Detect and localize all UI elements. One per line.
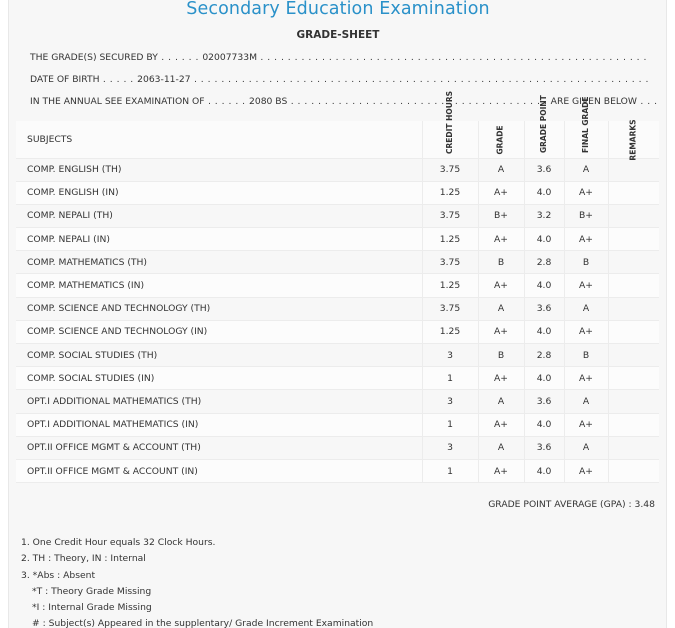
final-grade-cell: A — [564, 390, 608, 413]
remarks-cell — [608, 251, 659, 274]
header-grade-point: GRADE POINT — [524, 121, 564, 158]
final-grade-cell: B+ — [564, 204, 608, 227]
grade-point-cell: 3.6 — [524, 158, 564, 181]
note-item: *I : Internal Grade Missing — [32, 602, 152, 614]
final-grade-cell: A+ — [564, 181, 608, 204]
credit-hours-cell: 3.75 — [422, 158, 478, 181]
credit-hours-cell: 1.25 — [422, 320, 478, 343]
secured-by-label: THE GRADE(S) SECURED BY — [30, 52, 158, 63]
grade-point-cell: 3.6 — [524, 436, 564, 459]
credit-hours-cell: 1.25 — [422, 181, 478, 204]
header-subjects: SUBJECTS — [16, 121, 422, 158]
grade-point-cell: 4.0 — [524, 181, 564, 204]
grade-sheet-title: GRADE-SHEET — [296, 29, 380, 41]
remarks-cell — [608, 181, 659, 204]
final-grade-cell: A+ — [564, 459, 608, 482]
dob-label: DATE OF BIRTH — [30, 74, 100, 85]
grade-cell: B — [478, 251, 524, 274]
credit-hours-cell: 3.75 — [422, 297, 478, 320]
table-row — [16, 228, 659, 251]
subject-cell: OPT.II OFFICE MGMT & ACCOUNT (IN) — [16, 459, 422, 482]
final-grade-cell: A — [564, 436, 608, 459]
grade-point-cell: 4.0 — [524, 228, 564, 251]
remarks-cell — [608, 204, 659, 227]
grade-cell: A+ — [478, 459, 524, 482]
table-row — [16, 251, 659, 274]
grade-point-cell: 4.0 — [524, 274, 564, 297]
grade-point-cell: 2.8 — [524, 344, 564, 367]
final-grade-cell: A+ — [564, 367, 608, 390]
note-item: 3. *Abs : Absent — [21, 569, 96, 581]
notes — [21, 535, 373, 628]
grade-point-cell: 4.0 — [524, 459, 564, 482]
remarks-cell — [608, 274, 659, 297]
table-row — [16, 204, 659, 227]
grade-point-cell: 3.2 — [524, 204, 564, 227]
remarks-cell — [608, 413, 659, 436]
grade-point-cell: 2.8 — [524, 251, 564, 274]
exam-label: IN THE ANNUAL SEE EXAMINATION OF — [30, 96, 205, 107]
note-item: 2. TH : Theory, IN : Internal — [21, 553, 146, 565]
header-credit-hours: CREDIT HOURS — [422, 121, 478, 158]
secured-by-line: THE GRADE(S) SECURED BY . . . . . . 02007733M . . . . . . . . . . . . . . . . . . . . . . . . . . . . . . . . . . . . . . . . . . . . . . . . . . . . . . . . . — [30, 52, 647, 63]
grade-cell: A+ — [478, 413, 524, 436]
remarks-cell — [608, 344, 659, 367]
subject-cell: COMP. ENGLISH (TH) — [16, 158, 422, 181]
grade-point-cell: 3.6 — [524, 297, 564, 320]
subject-cell: OPT.II OFFICE MGMT & ACCOUNT (TH) — [16, 436, 422, 459]
subject-cell: COMP. SOCIAL STUDIES (IN) — [16, 367, 422, 390]
note-item: *T : Theory Grade Missing — [32, 585, 152, 597]
grade-cell: A — [478, 297, 524, 320]
table-row — [16, 181, 659, 204]
grade-cell: B — [478, 344, 524, 367]
header-grade: GRADE — [478, 121, 524, 158]
final-grade-cell: A+ — [564, 413, 608, 436]
note-item: # : Subject(s) Appeared in the supplentary/ Grade Increment Examination — [32, 618, 374, 628]
remarks-cell — [608, 459, 659, 482]
table-row — [16, 158, 659, 181]
exam-value: 2080 BS — [249, 96, 288, 107]
subject-cell: COMP. SCIENCE AND TECHNOLOGY (IN) — [16, 320, 422, 343]
grade-point-cell: 4.0 — [524, 367, 564, 390]
table-row — [16, 320, 659, 343]
gpa-value: 3.48 — [634, 499, 655, 510]
gpa-label: GRADE POINT AVERAGE (GPA) : — [488, 499, 632, 510]
table-row — [16, 297, 659, 320]
final-grade-cell: A — [564, 297, 608, 320]
credit-hours-cell: 3 — [422, 390, 478, 413]
header-final-grade: FINAL GRADE — [564, 121, 608, 158]
remarks-cell — [608, 367, 659, 390]
credit-hours-cell: 1 — [422, 459, 478, 482]
final-grade-cell: B — [564, 251, 608, 274]
remarks-cell — [608, 158, 659, 181]
subject-cell: COMP. SOCIAL STUDIES (TH) — [16, 344, 422, 367]
table-row — [16, 459, 659, 482]
grade-point-cell: 4.0 — [524, 413, 564, 436]
grade-cell: A — [478, 390, 524, 413]
grade-cell: A — [478, 158, 524, 181]
table-row — [16, 274, 659, 297]
table-row — [16, 367, 659, 390]
grade-point-cell: 4.0 — [524, 320, 564, 343]
subject-cell: COMP. MATHEMATICS (IN) — [16, 274, 422, 297]
grade-cell: A — [478, 436, 524, 459]
remarks-cell — [608, 390, 659, 413]
final-grade-cell: A — [564, 158, 608, 181]
credit-hours-cell: 3 — [422, 344, 478, 367]
table-header-row — [16, 121, 659, 158]
gpa-line — [488, 499, 655, 510]
credit-hours-cell: 1.25 — [422, 228, 478, 251]
final-grade-cell: B — [564, 344, 608, 367]
remarks-cell — [608, 436, 659, 459]
final-grade-cell: A+ — [564, 320, 608, 343]
final-grade-cell: A+ — [564, 274, 608, 297]
subject-cell: COMP. SCIENCE AND TECHNOLOGY (TH) — [16, 297, 422, 320]
remarks-cell — [608, 320, 659, 343]
grade-cell: A+ — [478, 274, 524, 297]
dob-line: DATE OF BIRTH . . . . . 2063-11-27 . . . . . . . . . . . . . . . . . . . . . . . . . . . . . . . . . . . . . . . . . . . . . . . . . . . . . . . . . . . . . . . . . . . — [30, 74, 649, 85]
subject-cell: COMP. ENGLISH (IN) — [16, 181, 422, 204]
grade-cell: B+ — [478, 204, 524, 227]
grade-cell: A+ — [478, 228, 524, 251]
credit-hours-cell: 3.75 — [422, 251, 478, 274]
remarks-cell — [608, 228, 659, 251]
table-row — [16, 390, 659, 413]
credit-hours-cell: 3.75 — [422, 204, 478, 227]
exam-suffix: ARE GIVEN BELOW — [550, 96, 637, 107]
subject-cell: COMP. MATHEMATICS (TH) — [16, 251, 422, 274]
grade-point-cell: 3.6 — [524, 390, 564, 413]
credit-hours-cell: 3 — [422, 436, 478, 459]
subject-cell: OPT.I ADDITIONAL MATHEMATICS (IN) — [16, 413, 422, 436]
table-row — [16, 413, 659, 436]
table-row — [16, 436, 659, 459]
note-item: 1. One Credit Hour equals 32 Clock Hours. — [21, 537, 216, 548]
subject-cell: OPT.I ADDITIONAL MATHEMATICS (TH) — [16, 390, 422, 413]
exam-title: Secondary Education Examination — [186, 0, 490, 19]
table-row — [16, 344, 659, 367]
credit-hours-cell: 1 — [422, 413, 478, 436]
header-remarks: REMARKS — [608, 121, 659, 158]
credit-hours-cell: 1.25 — [422, 274, 478, 297]
exam-line: IN THE ANNUAL SEE EXAMINATION OF . . . . . . 2080 BS . . . . . . . . . . . . . . . . . . . . . . . . . . . . . . . . . . . . . . ARE GIVEN BELOW . . . — [30, 96, 658, 107]
grade-cell: A+ — [478, 320, 524, 343]
remarks-cell — [608, 297, 659, 320]
subject-cell: COMP. NEPALI (IN) — [16, 228, 422, 251]
secured-by-value: 02007733M — [202, 52, 258, 63]
subject-cell: COMP. NEPALI (TH) — [16, 204, 422, 227]
grade-cell: A+ — [478, 181, 524, 204]
credit-hours-cell: 1 — [422, 367, 478, 390]
dob-value: 2063-11-27 — [137, 74, 191, 85]
grade-cell: A+ — [478, 367, 524, 390]
final-grade-cell: A+ — [564, 228, 608, 251]
